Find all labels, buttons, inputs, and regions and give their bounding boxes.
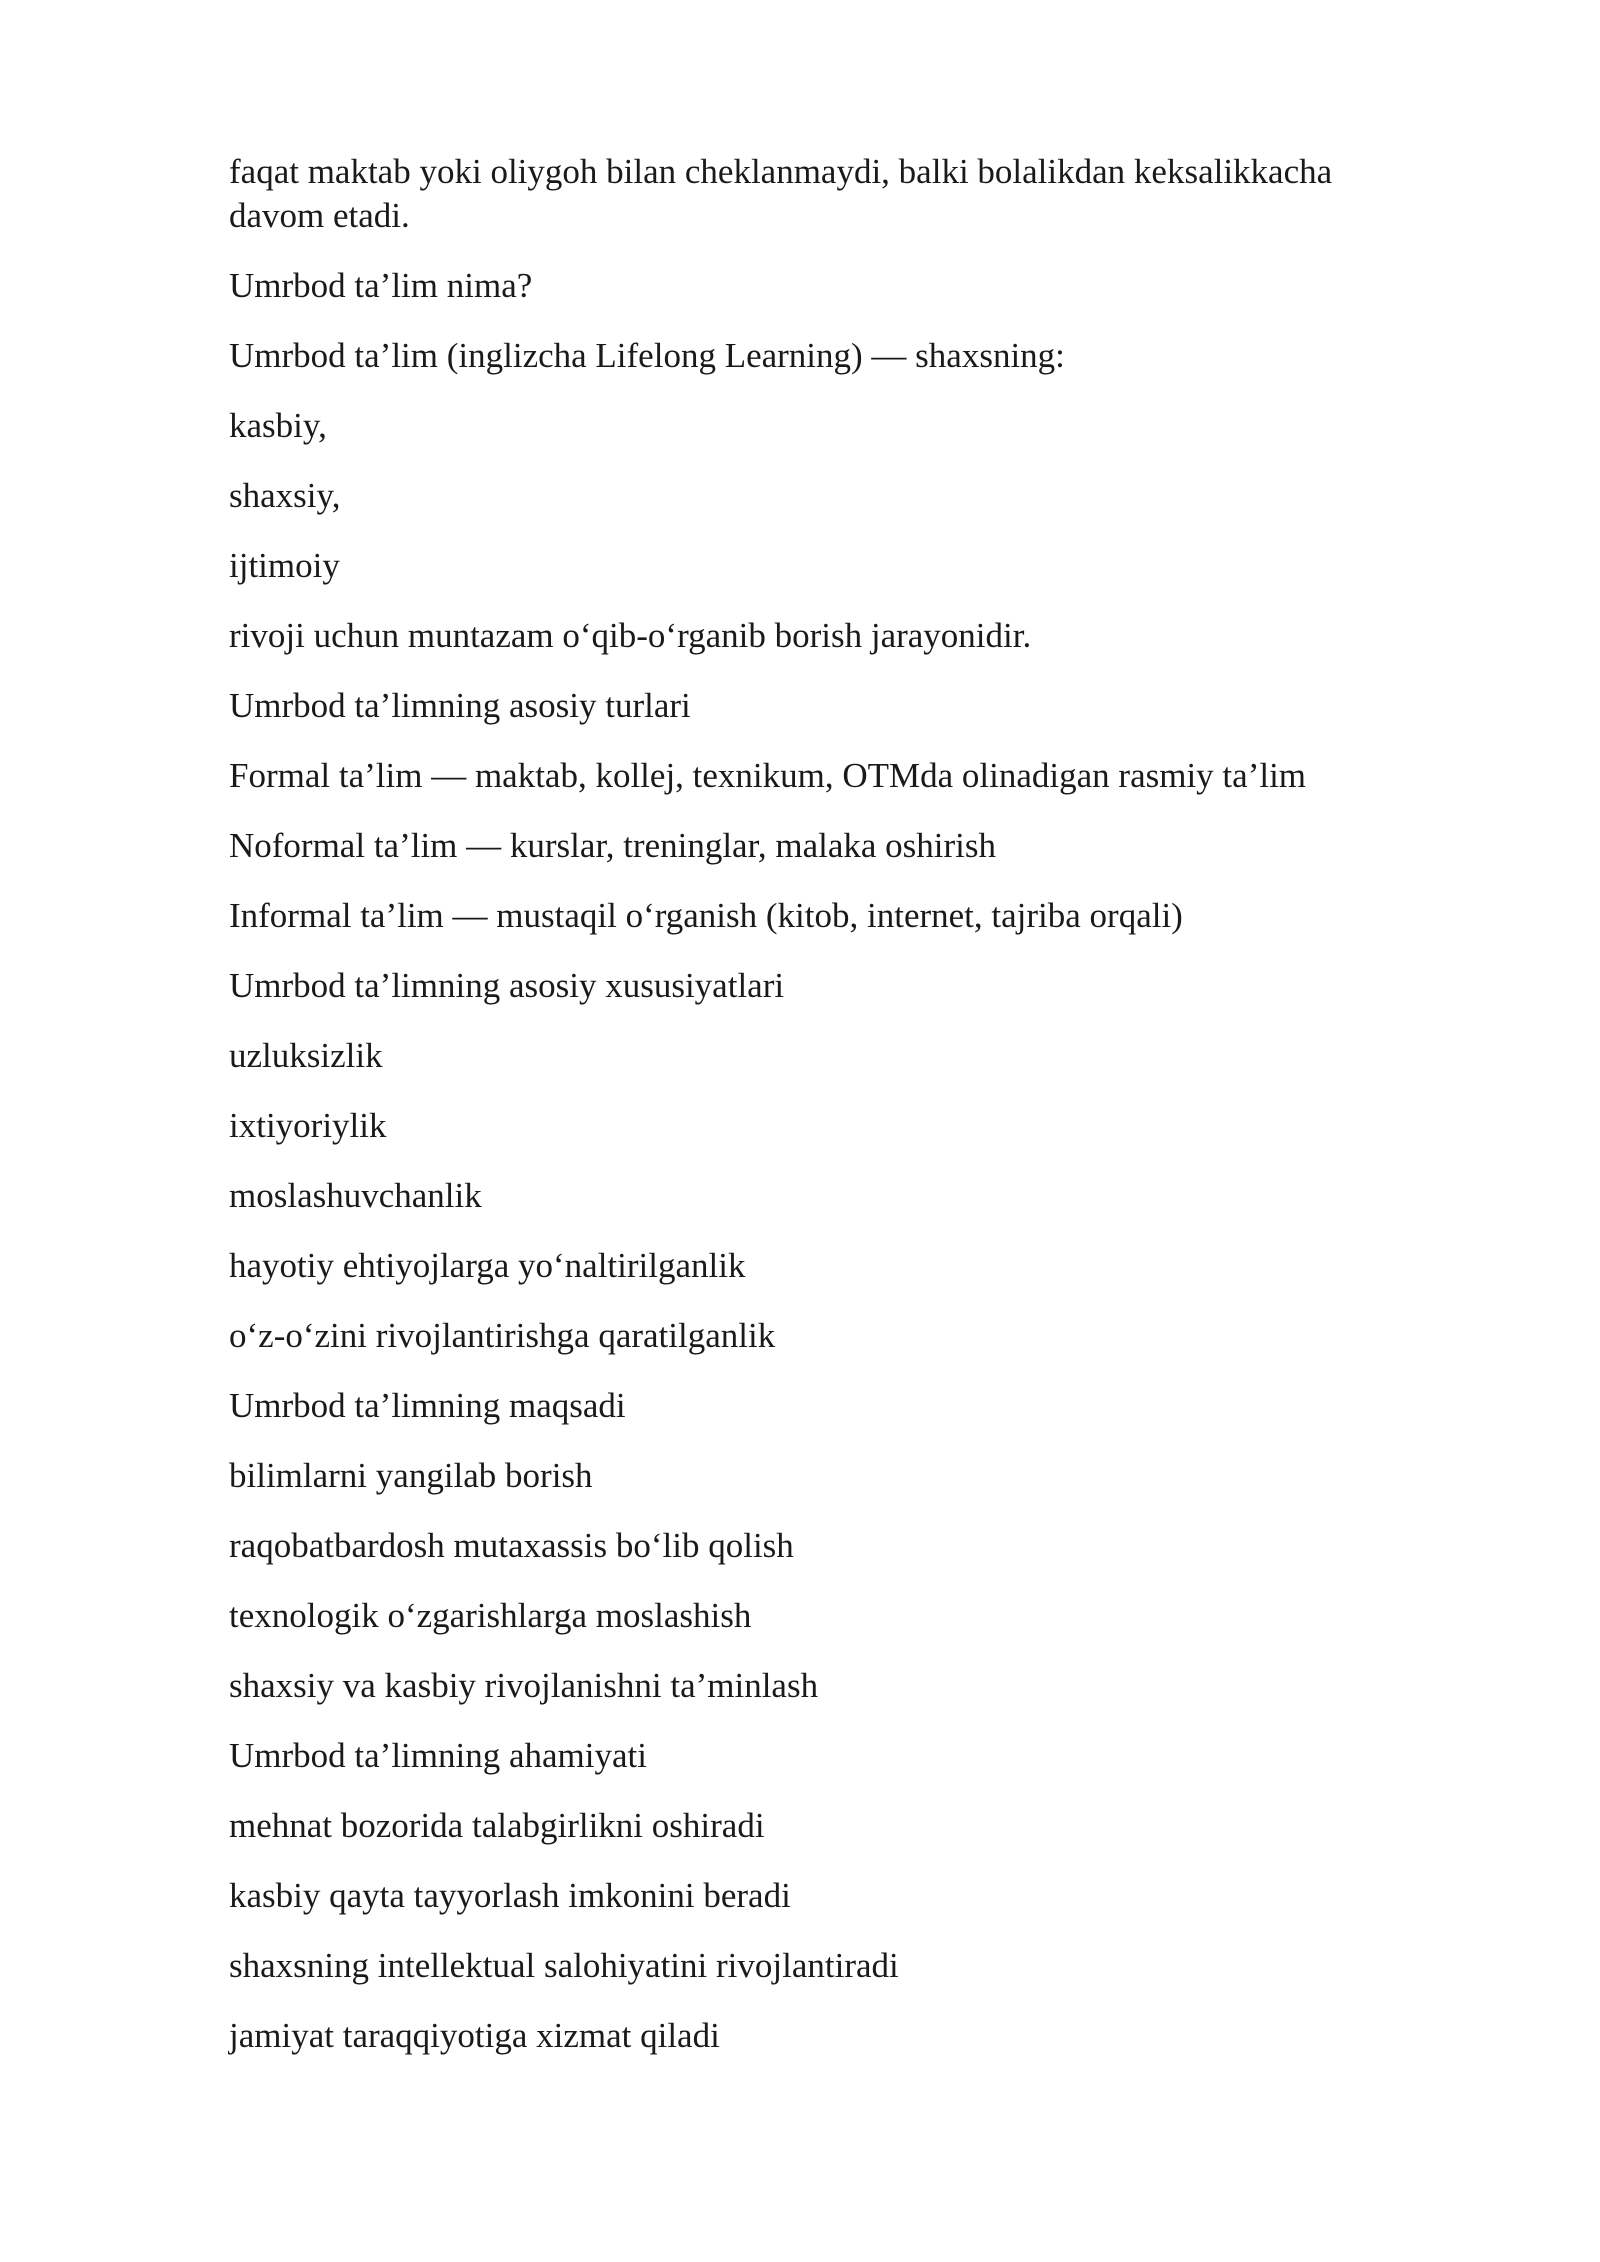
- list-item: o‘z-o‘zini rivojlantirishga qaratilganlik: [229, 1316, 776, 1355]
- heading-importance: Umrbod ta’limning ahamiyati: [229, 1736, 647, 1775]
- list-item: hayotiy ehtiyojlarga yo‘naltirilganlik: [229, 1246, 746, 1285]
- list-item: moslashuvchanlik: [229, 1176, 482, 1215]
- paragraph-definition: Umrbod ta’lim (inglizcha Lifelong Learning) — shaxsning:: [229, 336, 1065, 375]
- list-item: ixtiyoriylik: [229, 1106, 387, 1145]
- list-item: texnologik o‘zgarishlarga moslashish: [229, 1596, 752, 1635]
- list-item: Formal ta’lim — maktab, kollej, texnikum, OTMda olinadigan rasmiy ta’lim: [229, 756, 1307, 795]
- heading-main-features: Umrbod ta’limning asosiy xususiyatlari: [229, 966, 785, 1005]
- list-item: raqobatbardosh mutaxassis bo‘lib qolish: [229, 1526, 794, 1565]
- list-item: shaxsning intellektual salohiyatini rivojlantiradi: [229, 1946, 899, 1985]
- heading-main-types: Umrbod ta’limning asosiy turlari: [229, 686, 691, 725]
- list-item: kasbiy qayta tayyorlash imkonini beradi: [229, 1876, 791, 1915]
- list-item: bilimlarni yangilab borish: [229, 1456, 593, 1495]
- list-item: Informal ta’lim — mustaqil o‘rganish (kitob, internet, tajriba orqali): [229, 896, 1183, 935]
- heading-what-is-lifelong-learning: Umrbod ta’lim nima?: [229, 266, 533, 305]
- list-item: uzluksizlik: [229, 1036, 383, 1075]
- list-item: Noformal ta’lim — kurslar, treninglar, malaka oshirish: [229, 826, 996, 865]
- list-item: shaxsiy,: [229, 476, 341, 515]
- list-item: mehnat bozorida talabgirlikni oshiradi: [229, 1806, 765, 1845]
- list-item: kasbiy,: [229, 406, 327, 445]
- paragraph-intro-continuation: faqat maktab yoki oliygoh bilan cheklanmaydi, balki bolalikdan keksalikkacha davom etadi.: [229, 152, 1333, 235]
- document-body: [229, 150, 1429, 2084]
- list-item: shaxsiy va kasbiy rivojlanishni ta’minlash: [229, 1666, 819, 1705]
- list-item: ijtimoiy: [229, 546, 340, 585]
- paragraph-definition-end: rivoji uchun muntazam o‘qib-o‘rganib borish jarayonidir.: [229, 616, 1032, 655]
- heading-goal: Umrbod ta’limning maqsadi: [229, 1386, 626, 1425]
- list-item: jamiyat taraqqiyotiga xizmat qiladi: [229, 2016, 720, 2055]
